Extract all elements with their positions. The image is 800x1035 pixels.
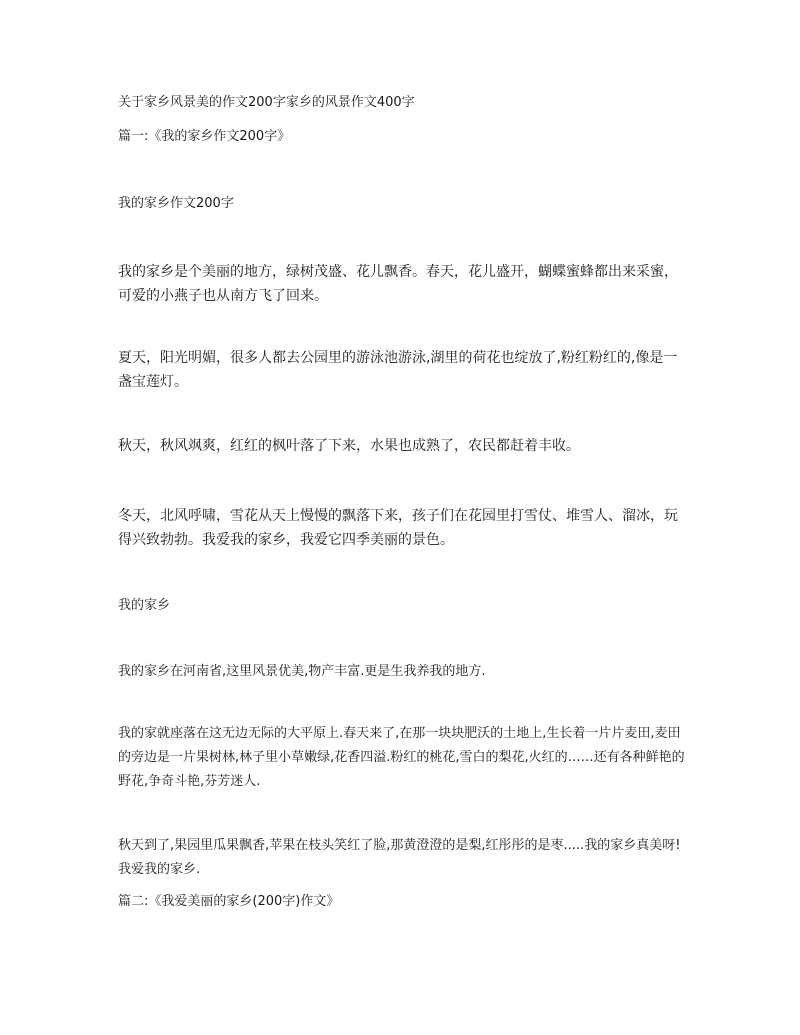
essay-heading-2: 我的家乡 <box>118 598 171 613</box>
paragraph-winter: 冬天，北风呼啸，雪花从天上慢慢的飘落下来，孩子们在花园里打雪仗、堆雪人、溜冰，玩得兴致勃勃。我爱我的家乡，我爱它四季美丽的景色。 <box>118 508 678 548</box>
essay-heading-1: 我的家乡作文200字 <box>118 196 234 211</box>
chapter-heading-1: 篇一:《我的家乡作文200字》 <box>118 129 291 144</box>
paragraph-hometown-intro: 我的家乡在河南省,这里风景优美,物产丰富.更是生我养我的地方. <box>118 664 486 679</box>
document-title: 关于家乡风景美的作文200字家乡的风景作文400字 <box>118 95 415 110</box>
paragraph-summer: 夏天，阳光明媚，很多人都去公园里的游泳池游泳,湖里的荷花也绽放了,粉红粉红的,像是一盏宝莲灯。 <box>118 350 678 390</box>
chapter-heading-2: 篇二:《我爱美丽的家乡(200字)作文》 <box>118 894 340 909</box>
paragraph-autumn: 秋天，秋风飒爽，红红的枫叶落了下来，水果也成熟了，农民都赶着丰收。 <box>118 438 580 454</box>
paragraph-orchard: 秋天到了,果园里瓜果飘香,苹果在枝头笑红了脸,那黄澄澄的是梨,红彤彤的是枣.....我的家乡真美呀!我爱我的家乡. <box>118 838 681 877</box>
paragraph-plain: 我的家就座落在这无边无际的大平原上.春天来了,在那一块块肥沃的土地上,生长着一片片麦田,麦田的旁边是一片果树林,林子里小草嫩绿,花香四溢.粉红的桃花,雪白的梨花,火红的……还有各种鲜艳的野花,争奇斗艳,芬芳迷人. <box>118 726 685 789</box>
paragraph-spring: 我的家乡是个美丽的地方，绿树茂盛、花儿飘香。春天，花儿盛开，蝴蝶蜜蜂都出来采蜜，可爱的小燕子也从南方飞了回来。 <box>118 264 678 304</box>
